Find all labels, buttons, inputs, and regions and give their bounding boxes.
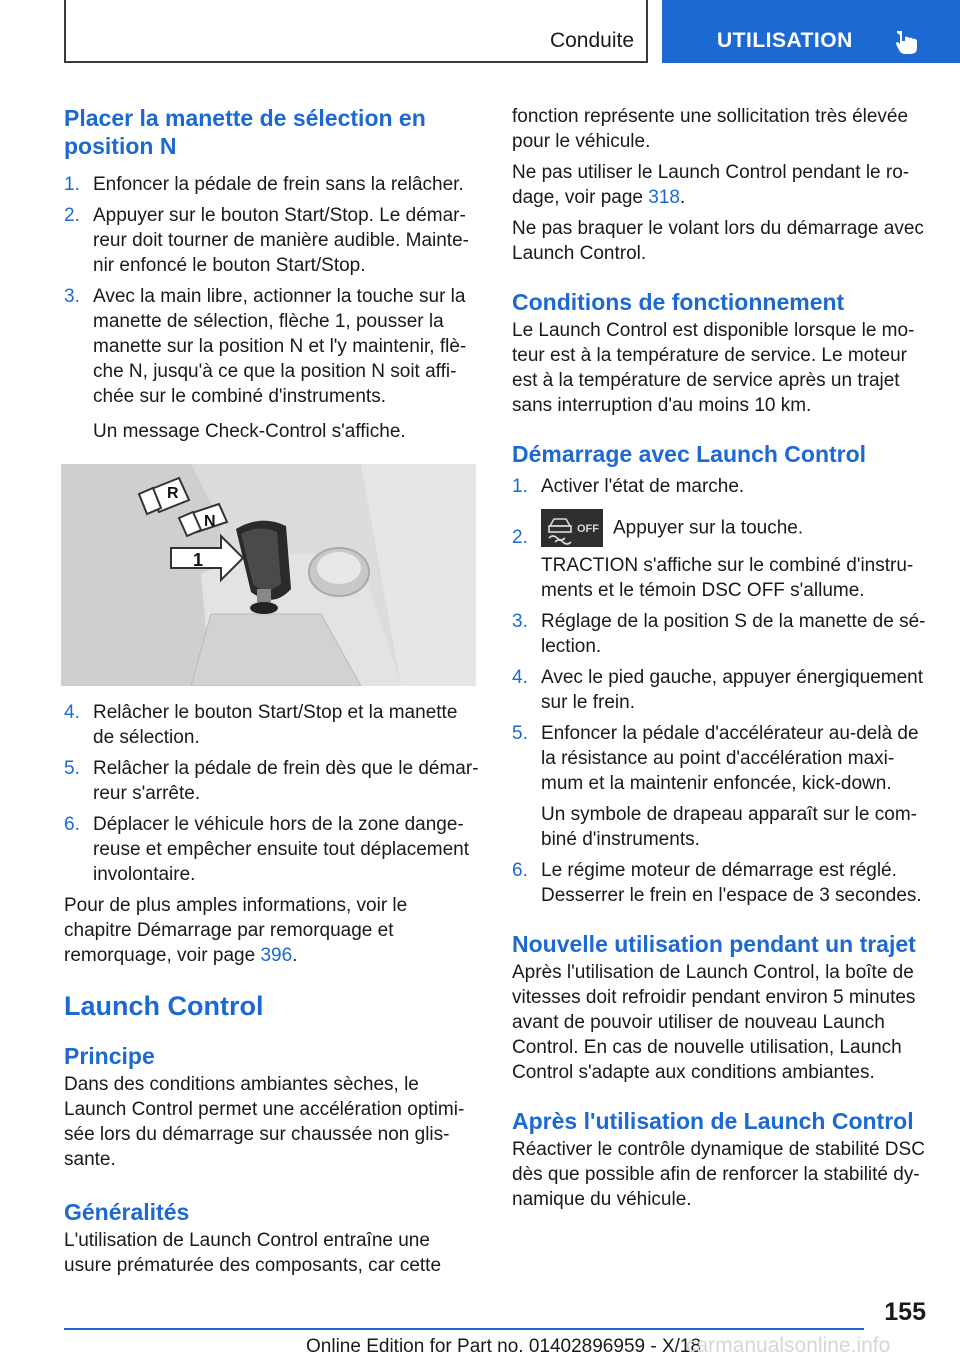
- dsc-off-icon: [541, 509, 603, 547]
- svg-text:OFF: OFF: [577, 523, 599, 535]
- heading-demarrage: Démarrage avec Launch Control: [512, 441, 867, 467]
- dsc-car-skid-icon: [541, 509, 603, 547]
- figure-label-r: R: [167, 485, 179, 502]
- apres-utilisation-paragraph: Réactiver le contrôle dynamique de stabilité DSC dès que possible afin de renforcer la stabilité dynamique du véhicule.: [512, 1139, 925, 1210]
- heading-neutral-position: Placer la manette de sélection en position N: [64, 105, 426, 159]
- continued-paragraph: fonction représente une sollicitation très élevée pour le véhicule.: [512, 106, 909, 152]
- list-item: 4. Relâcher le bouton Start/Stop et la manette de sélection.: [64, 702, 458, 748]
- list-item: 1. Activer l'état de marche.: [512, 476, 745, 497]
- list-item: 6. Déplacer le véhicule hors de la zone dangereuse et empêcher ensuite tout déplacement involontaire.: [64, 814, 470, 885]
- list-item: 5. Relâcher la pédale de frein dès que le démarreur s'arrête.: [64, 758, 479, 804]
- heading-nouvelle-utilisation: Nouvelle utilisation pendant un trajet: [512, 931, 916, 957]
- header-chapter-title: UTILISATION: [717, 29, 853, 52]
- header-chapter-tab: [662, 0, 960, 63]
- list-item: 6. Le régime moteur de démarrage est réglé. Desserrer le frein en l'espace de 3 secondes.: [512, 860, 922, 906]
- braquer-paragraph: Ne pas braquer le volant lors du démarrage avec Launch Control.: [512, 218, 924, 264]
- gear-selector-figure: [61, 464, 476, 686]
- left-column: [64, 100, 479, 1278]
- header-section-title: Conduite: [549, 29, 634, 52]
- heading-generalites: Généralités: [64, 1199, 190, 1225]
- more-info-paragraph: Pour de plus amples informations, voir le chapitre Démarrage par remorquage et remorquage, voir page 396.: [64, 895, 408, 966]
- list-item: 4. Avec le pied gauche, appuyer énergiquement sur le frein.: [512, 667, 924, 713]
- generalites-paragraph: L'utilisation de Launch Control entraîne une usure prématurée des composants, car cette: [64, 1230, 442, 1276]
- heading-principe: Principe: [64, 1043, 155, 1069]
- gear-selector-illustration: [61, 464, 476, 686]
- heading-launch-control: Launch Control: [64, 991, 264, 1021]
- steps-neutral-list: [64, 172, 479, 444]
- heading-apres-utilisation: Après l'utilisation de Launch Control: [512, 1108, 914, 1134]
- page-number: 155: [884, 1298, 926, 1326]
- page-link-396[interactable]: 396: [260, 945, 293, 966]
- principe-paragraph: Dans des conditions ambiantes sèches, le Launch Control permet une accélération optimisée lors du démarrage sur chaussée non glissante.: [64, 1074, 465, 1170]
- pointing-hand-icon: [894, 27, 920, 55]
- footer-edition: Online Edition for Part no. 01402896959 - X/18: [306, 1336, 702, 1357]
- list-item: 2. Appuyer sur le bouton Start/Stop. Le démarreur doit tourner de manière audible. Maintenir enfoncé le bouton Start/Stop.: [64, 205, 469, 276]
- nouvelle-utilisation-paragraph: Après l'utilisation de Launch Control, la boîte de vitesses doit refroidir pendant environ 5 minutes avant de pouvoir utiliser de nouveau Launch Control. En cas de nouvelle utilisation, Launch Control s'adapte aux conditions ambiantes.: [512, 962, 916, 1083]
- rodage-paragraph: Ne pas utiliser le Launch Control pendant le rodage, voir page 318.: [512, 162, 910, 208]
- list-item: 2. OFF Appuyer sur la touche. TRACTION s'affiche sur le combiné d'instruments et le témoin DSC OFF s'allume.: [512, 509, 927, 603]
- list-item: 3. Avec la main libre, actionner la touche sur la manette de sélection, flèche 1, pousser la manette sur la position N et l'y maintenir, flèche N, jusqu'à ce que la position N soit affichée sur le combiné d'instruments. Un message Check-Control s'affiche.: [64, 286, 467, 442]
- figure-label-1: 1: [193, 550, 204, 570]
- list-item: 3. Réglage de la position S de la manette de sélection.: [512, 611, 926, 657]
- footer-divider: [64, 1328, 864, 1330]
- footer-watermark: carmanualsonline.info: [686, 1334, 891, 1357]
- list-item: 5. Enfoncer la pédale d'accélérateur au-delà de la résistance au point d'accélération maximum et la maintenir enfoncée, kick-down. Un symbole de drapeau apparaît sur le combiné d'instruments.: [512, 723, 919, 850]
- steps-launch-list: [512, 474, 927, 908]
- page-link-318[interactable]: 318: [648, 187, 680, 208]
- heading-conditions: Conditions de fonctionnement: [512, 289, 845, 315]
- figure-label-n: N: [204, 513, 216, 530]
- right-column: [512, 100, 927, 1212]
- list-item: 1. Enfoncer la pédale de frein sans la relâcher.: [64, 174, 464, 195]
- conditions-paragraph: Le Launch Control est disponible lorsque le moteur est à la température de service. Le moteur est à la température de service après un trajet sans interruption d'au moins 10 km.: [512, 320, 915, 416]
- steps-release-list: [64, 700, 479, 887]
- header-section-box: [64, 0, 648, 63]
